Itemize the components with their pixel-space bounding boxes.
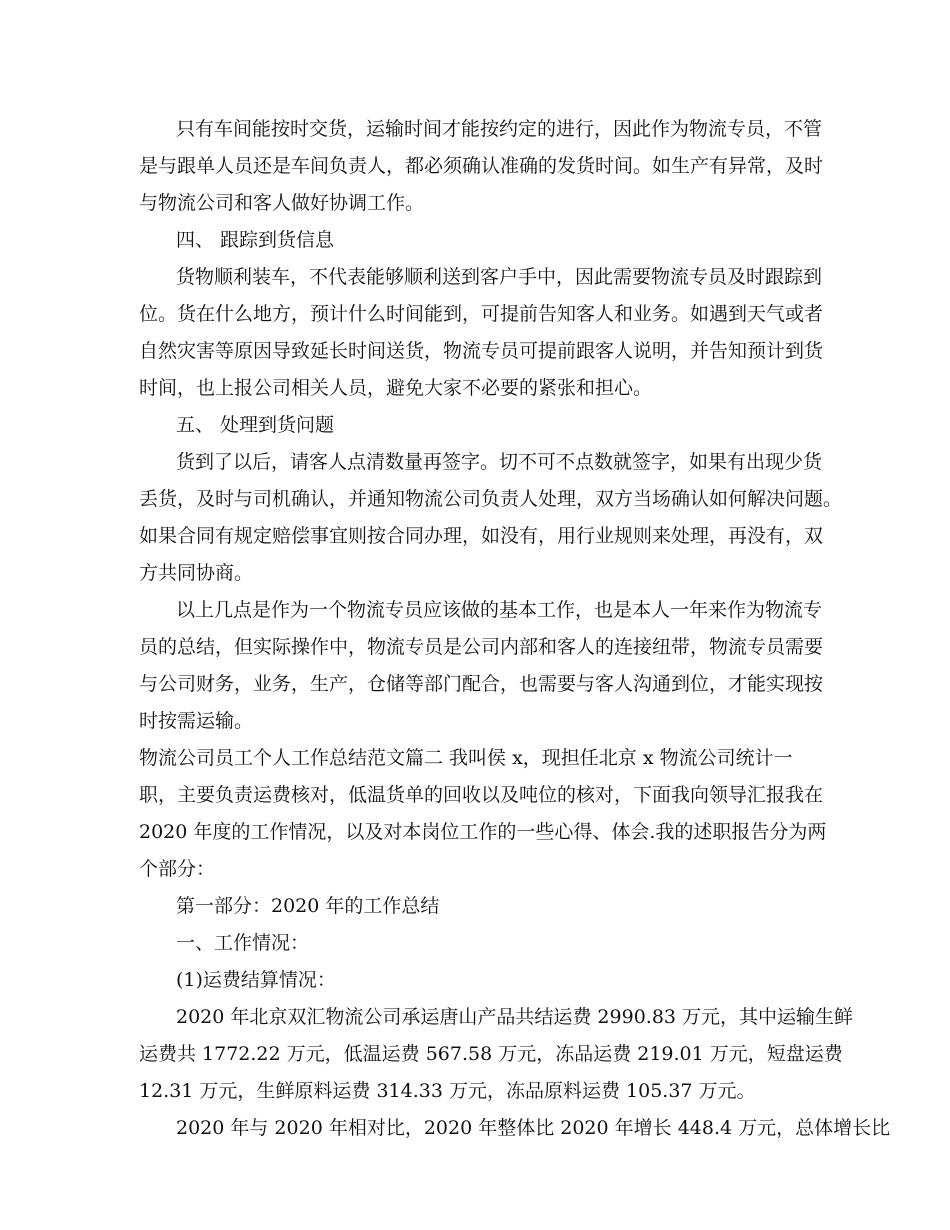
paragraph-line: 货到了以后，请客人点清数量再签字。切不可不点数就签字，如果有出现少货	[176, 451, 823, 473]
paragraph-line: 位。货在什么地方，预计什么时间能到，可提前告知客人和业务。如遇到天气或者	[139, 303, 824, 325]
subheading-line: 一、工作情况：	[176, 932, 310, 954]
section-heading: 四、 跟踪到货信息	[176, 229, 335, 251]
paragraph-line: 自然灾害等原因导致延长时间送货，物流专员可提前跟客人说明，并告知预计到货	[139, 340, 824, 362]
paragraph-line: 2020 年度的工作情况，以及对本岗位工作的一些心得、体会.我的述职报告分为两	[139, 821, 827, 843]
paragraph-line: 职，主要负责运费核对，低温货单的回收以及吨位的核对，下面我向领导汇报我在	[139, 784, 824, 806]
paragraph-line: 运费共 1772.22 万元，低温运费 567.58 万元，冻品运费 219.01 万元，短盘运费	[139, 1043, 843, 1065]
paragraph-line: 丢货，及时与司机确认，并通知物流公司负责人处理，双方当场确认如何解决问题。	[139, 488, 843, 510]
paragraph-line: 是与跟单人员还是车间负责人，都必须确认准确的发货时间。如生产有异常，及时	[139, 155, 824, 177]
paragraph-line: 与物流公司和客人做好协调工作。	[139, 192, 425, 214]
paragraph-line: 时按需运输。	[139, 710, 254, 732]
paragraph-line: 2020 年北京双汇物流公司承运唐山产品共结运费 2990.83 万元，其中运输生鲜	[176, 1006, 854, 1028]
paragraph-line: 只有车间能按时交货，运输时间才能按约定的进行，因此作为物流专员，不管	[176, 118, 823, 140]
paragraph-line: 以上几点是作为一个物流专员应该做的基本工作，也是本人一年来作为物流专	[176, 599, 823, 621]
subheading-line: 第一部分：2020 年的工作总结	[176, 895, 440, 917]
paragraph-line: 员的总结，但实际操作中，物流专员是公司内部和客人的连接纽带，物流专员需要	[139, 636, 824, 658]
paragraph-line: 时间，也上报公司相关人员，避免大家不必要的紧张和担心。	[139, 377, 653, 399]
paragraph-line: 如果合同有规定赔偿事宜则按合同办理，如没有，用行业规则来处理，再没有，双	[139, 525, 824, 547]
paragraph-line: 个部分：	[139, 858, 216, 880]
paragraph-line: 方共同协商。	[139, 562, 254, 584]
paragraph-line: 货物顺利装车，不代表能够顺利送到客户手中，因此需要物流专员及时跟踪到	[176, 266, 823, 288]
paragraph-line: 2020 年与 2020 年相对比，2020 年整体比 2020 年增长 448.4 万元，总体增长比	[176, 1117, 891, 1139]
article-title-line: 物流公司员工个人工作总结范文篇二 我叫侯 x，现担任北京 x 物流公司统计一	[139, 747, 793, 769]
section-heading: 五、 处理到货问题	[176, 414, 335, 436]
paragraph-line: 12.31 万元，生鲜原料运费 314.33 万元，冻品原料运费 105.37 万元。	[139, 1080, 756, 1102]
subheading-line: (1)运费结算情况：	[176, 969, 336, 991]
paragraph-line: 与公司财务，业务，生产，仓储等部门配合，也需要与客人沟通到位，才能实现按	[139, 673, 824, 695]
